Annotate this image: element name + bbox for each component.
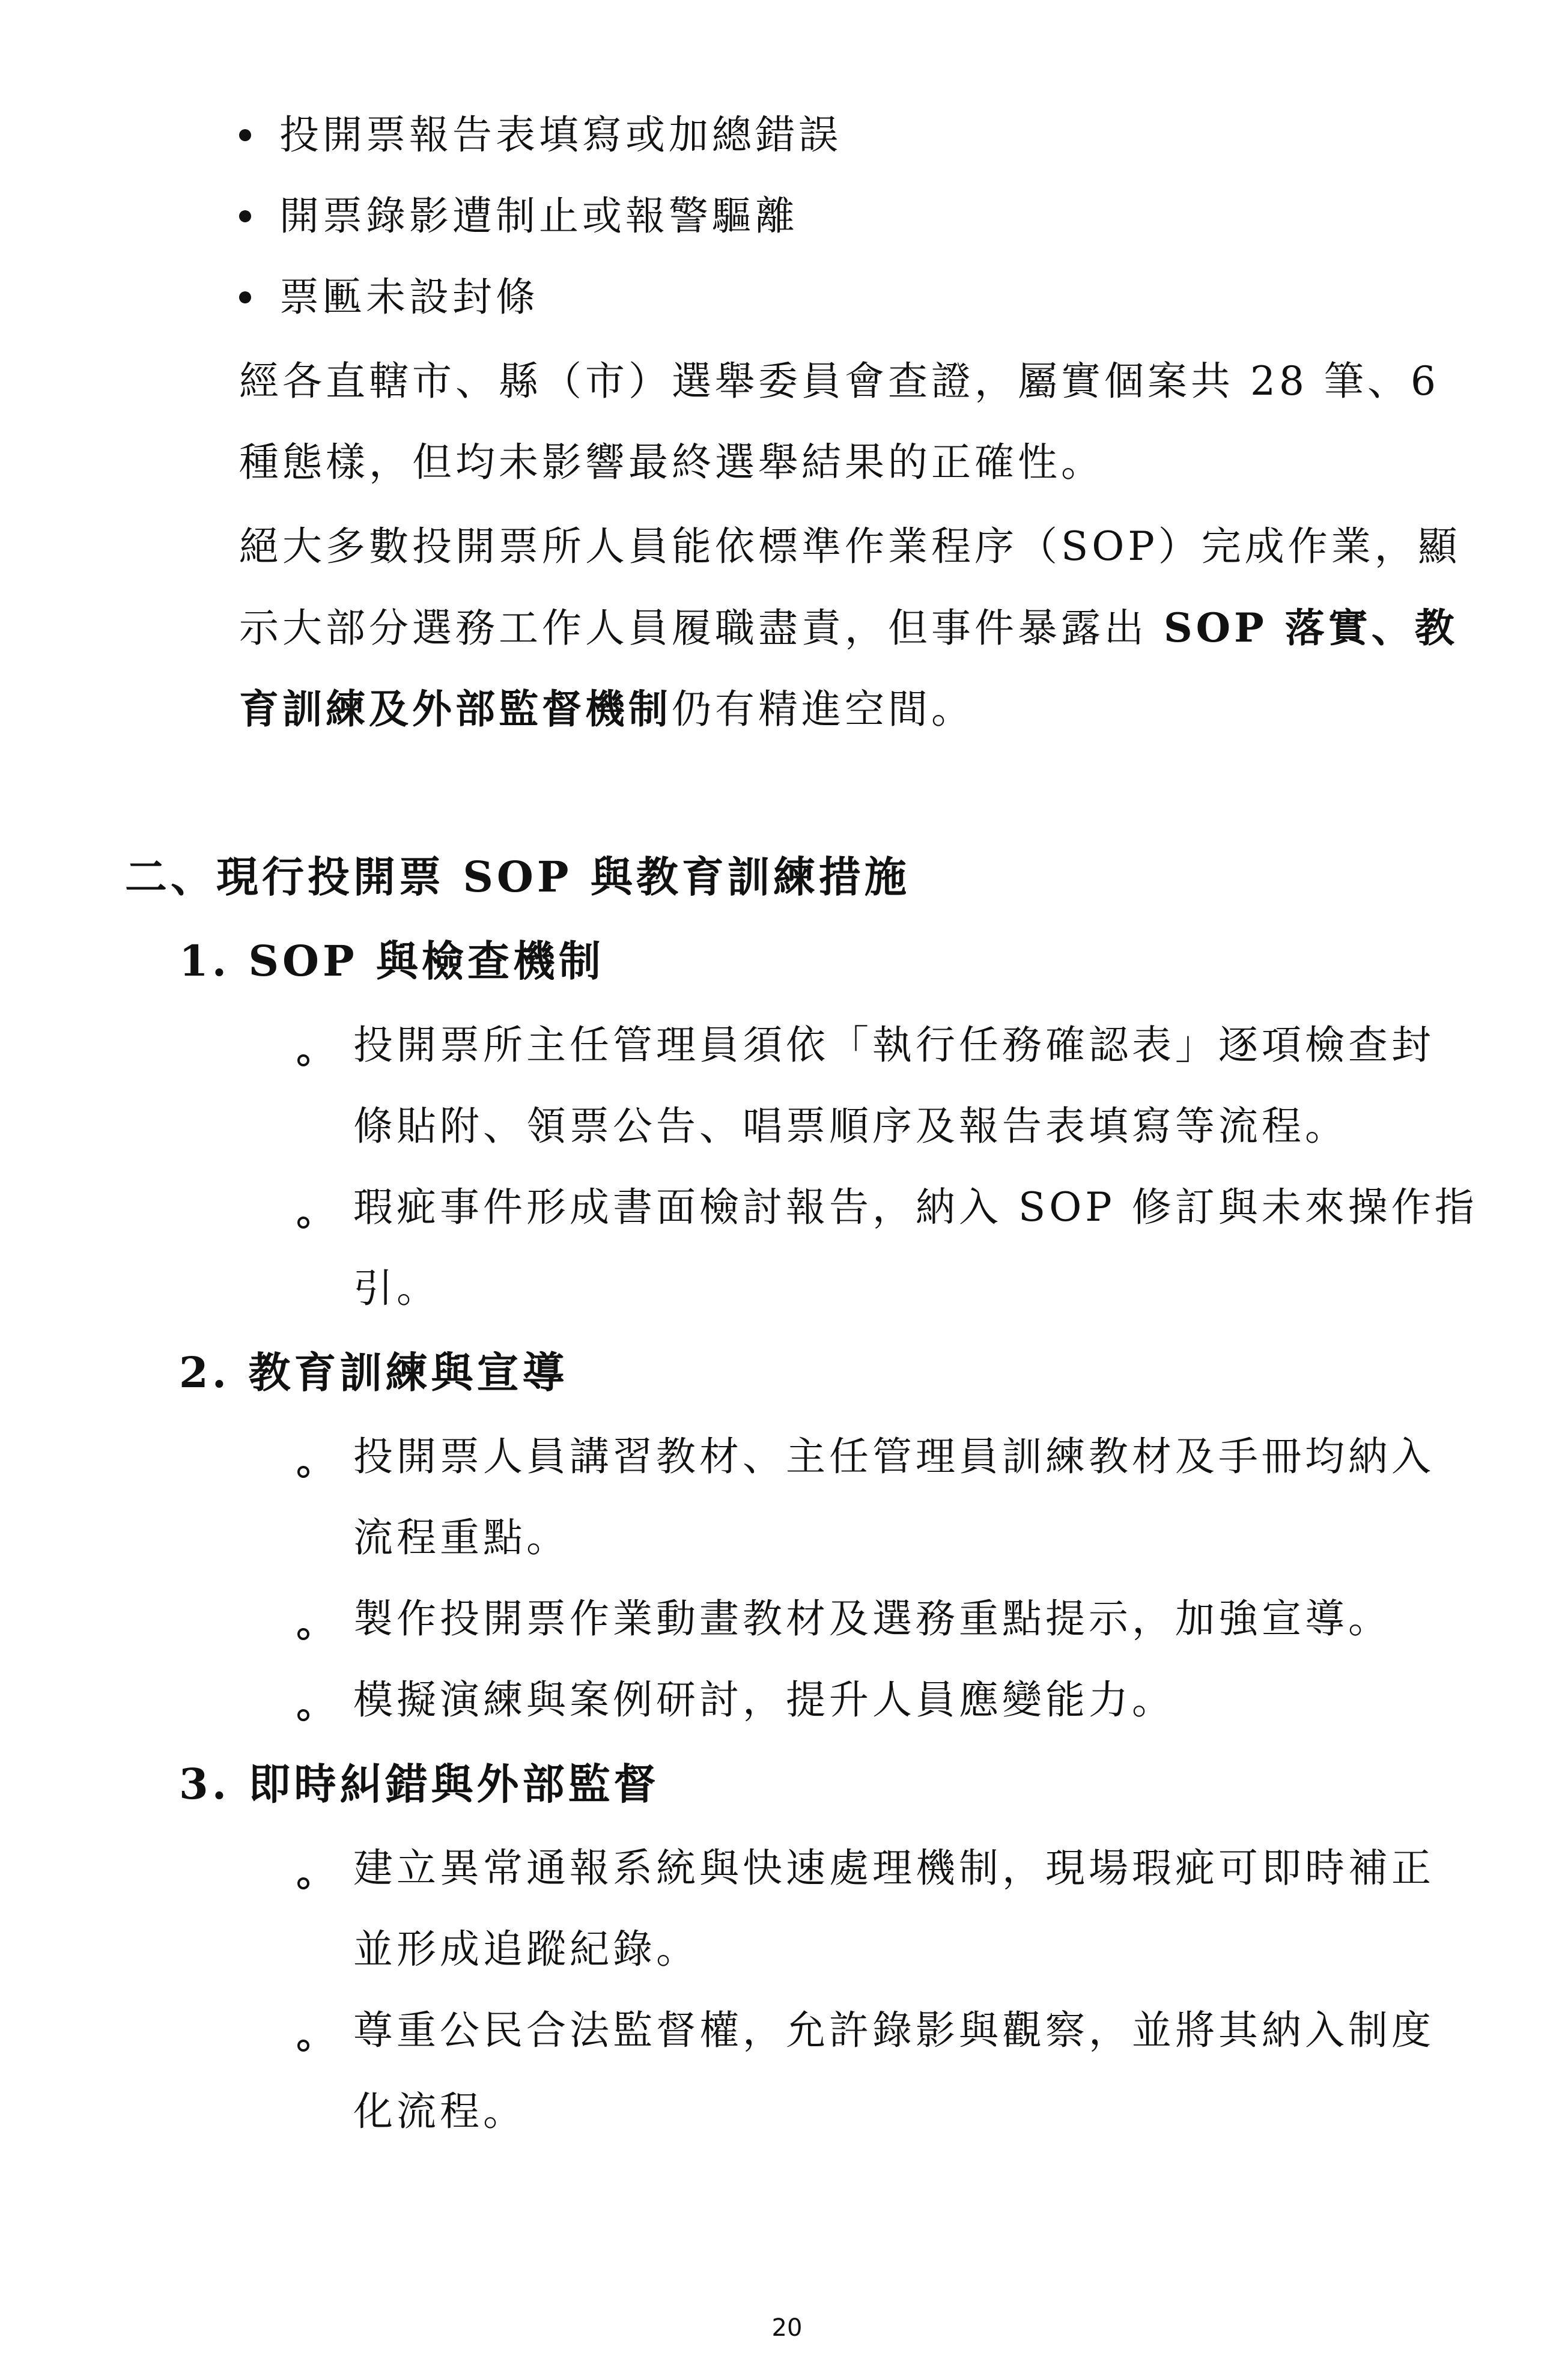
circle-bullet — [297, 2040, 309, 2052]
paragraph-line: 種態樣，但均未影響最終選舉結果的正確性。 — [239, 439, 1104, 485]
list-item-line: 引。 — [353, 1265, 440, 1311]
paragraph-text: 仍有精進空間。 — [672, 686, 974, 732]
subsection-heading: 2. 教育訓練與宣導 — [179, 1348, 568, 1397]
list-item-line: 投開票人員講習教材、主任管理員訓練教材及手冊均納入 — [353, 1433, 1435, 1480]
list-item-line: 模擬演練與案例研討，提升人員應變能力。 — [353, 1677, 1175, 1723]
paragraph-line — [239, 601, 1458, 655]
bullet-item: 開票錄影遭制止或報警驅離 — [279, 193, 798, 239]
list-item-line: 條貼附、領票公告、唱票順序及報告表填寫等流程。 — [353, 1103, 1348, 1149]
list-item-line: 化流程。 — [353, 2088, 526, 2135]
bullet-dot — [239, 129, 251, 141]
list-item-line: 建立異常通報系統與快速處理機制，現場瑕疵可即時補正 — [353, 1845, 1435, 1891]
circle-bullet — [297, 1709, 309, 1721]
list-item-line: 並形成追蹤紀錄。 — [353, 1926, 699, 1972]
subsection-heading: 1. SOP 與檢查機制 — [179, 936, 604, 986]
bullet-dot — [239, 210, 251, 222]
list-item-line: 製作投開票作業動畫教材及選務重點提示，加強宣導。 — [353, 1596, 1391, 1642]
bullet-dot — [239, 291, 251, 303]
circle-bullet — [297, 1628, 309, 1640]
paragraph-line: 絕大多數投開票所人員能依標準作業程序（SOP）完成作業，顯 — [239, 523, 1461, 570]
page-number: 20 — [771, 2314, 803, 2342]
list-item-line: 流程重點。 — [353, 1515, 570, 1561]
circle-bullet — [297, 1466, 309, 1478]
subsection-heading: 3. 即時糾錯與外部監督 — [179, 1759, 660, 1809]
list-item-line: 瑕疵事件形成書面檢討報告，納入 SOP 修訂與未來操作指 — [353, 1184, 1478, 1230]
emphasis-text: 育訓練及外部監督機制 — [239, 685, 672, 732]
paragraph-text: 示大部分選務工作人員履職盡責，但事件暴露出 — [239, 605, 1164, 651]
circle-bullet — [297, 1054, 309, 1066]
paragraph-line: 經各直轄市、縣（市）選舉委員會查證，屬實個案共 28 筆、6 — [239, 358, 1439, 404]
bullet-item: 投開票報告表填寫或加總錯誤 — [279, 112, 842, 158]
bullet-item: 票匭未設封條 — [279, 274, 539, 320]
emphasis-text: SOP 落實、教 — [1163, 604, 1458, 651]
circle-bullet — [297, 1877, 309, 1889]
section-heading: 二、現行投開票 SOP 與教育訓練措施 — [125, 852, 910, 902]
circle-bullet — [297, 1217, 309, 1229]
list-item-line: 投開票所主任管理員須依「執行任務確認表」逐項檢查封 — [353, 1022, 1435, 1068]
list-item-line: 尊重公民合法監督權，允許錄影與觀察，並將其納入制度 — [353, 2007, 1435, 2053]
paragraph-line — [239, 682, 974, 737]
